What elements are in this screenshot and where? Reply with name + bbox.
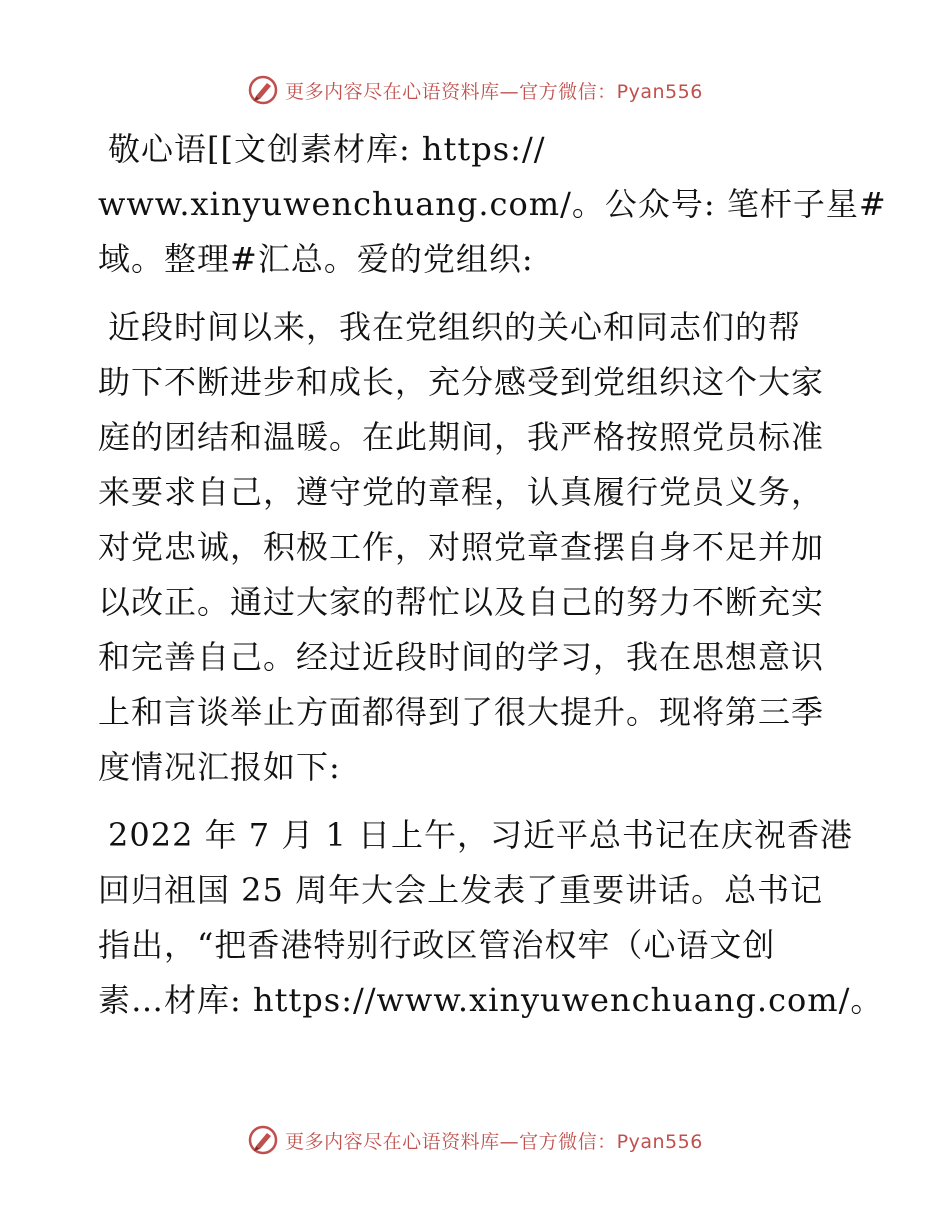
paragraph-1	[98, 122, 887, 287]
pen-logo-icon	[247, 74, 279, 106]
text-line: 2022 年 7 月 1 日上午，习近平总书记在庆祝香港	[108, 816, 854, 854]
text-line: 素…材库: https://www.xinyuwenchuang.com/。	[98, 981, 884, 1019]
banner-text: 更多内容尽在心语资料库—官方微信：Pyan556	[285, 80, 703, 103]
document-body	[98, 122, 887, 1041]
text-line: 以改正。通过大家的帮忙以及自己的努力不断充实	[98, 583, 825, 621]
text-line: 庭的团结和温暖。在此期间，我严格按照党员标准	[98, 418, 825, 456]
pen-logo-icon	[247, 1124, 279, 1156]
footer-banner	[0, 1120, 950, 1160]
text-line: 来要求自己，遵守党的章程，认真履行党员义务，	[98, 473, 825, 511]
paragraph-2	[98, 300, 858, 795]
text-line: 近段时间以来，我在党组织的关心和同志们的帮	[108, 308, 802, 346]
text-line: 指出，“把香港特别行政区管治权牢（心语文创	[98, 926, 776, 964]
text-line: 上和言谈举止方面都得到了很大提升。现将第三季	[98, 693, 825, 731]
text-line: 和完善自己。经过近段时间的学习，我在思想意识	[98, 638, 825, 676]
text-line: 度情况汇报如下:	[98, 748, 341, 786]
text-line: www.xinyuwenchuang.com/。公众号: 笔杆子星#	[98, 185, 887, 223]
text-line: 助下不断进步和成长，充分感受到党组织这个大家	[98, 363, 825, 401]
text-line: 对党忠诚，积极工作，对照党章查摆自身不足并加	[98, 528, 825, 566]
banner-text: 更多内容尽在心语资料库—官方微信：Pyan556	[285, 1130, 703, 1153]
paragraph-3	[98, 808, 884, 1028]
text-line: 域。整理#汇总。爱的党组织:	[98, 240, 534, 278]
header-banner	[0, 70, 950, 110]
text-line: 回归祖国 25 周年大会上发表了重要讲话。总书记	[98, 871, 824, 909]
text-line: 敬心语[[文创素材库: https://	[108, 130, 546, 168]
